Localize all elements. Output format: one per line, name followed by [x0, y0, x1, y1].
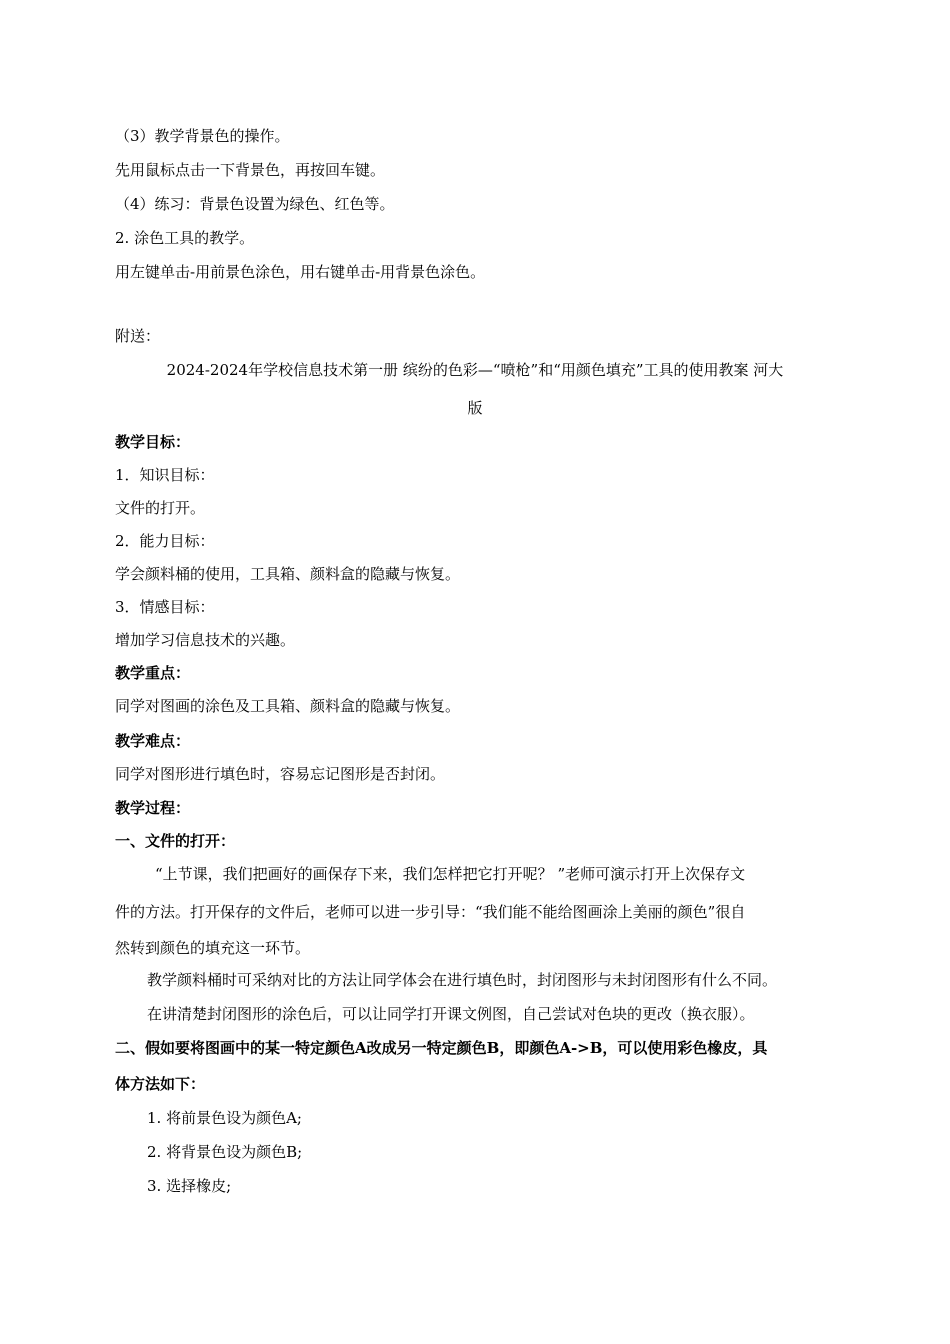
section-heading: 教学难点： [115, 732, 191, 750]
appendix-label: 附送： [115, 327, 161, 345]
paragraph-line: 件的方法。打开保存的文件后，老师可以进一步引导：“我们能不能给图画涂上美丽的颜色”很自 [115, 903, 746, 921]
text-line: 用左键单击-用前景色涂色，用右键单击-用背景色涂色。 [115, 263, 486, 281]
text-line: （3）教学背景色的操作。 [115, 127, 290, 145]
text-line: 2．能力目标： [115, 532, 215, 550]
list-item: 3. 选择橡皮; [147, 1177, 232, 1195]
subsection-heading-cont: 体方法如下： [115, 1075, 206, 1093]
text-line: 同学对图画的涂色及工具箱、颜料盒的隐藏与恢复。 [115, 697, 461, 715]
paragraph-line: “上节课，我们把画好的画保存下来，我们怎样把它打开呢？ ”老师可演示打开上次保存文 [155, 865, 746, 883]
doc-title-cont: 版 [467, 399, 483, 417]
text-line: 3．情感目标： [115, 598, 215, 616]
text-line: 2. 涂色工具的教学。 [115, 229, 255, 247]
text-line: 先用鼠标点击一下背景色，再按回车键。 [115, 161, 386, 179]
subsection-heading: 二、假如要将图画中的某一特定颜色A改成另一特定颜色B，即颜色A->B，可以使用彩色橡皮，具 [115, 1039, 768, 1057]
text-line: （4）练习：背景色设置为绿色、红色等。 [115, 195, 395, 213]
list-item: 2. 将背景色设为颜色B; [147, 1143, 303, 1161]
text-line: 增加学习信息技术的兴趣。 [115, 631, 296, 649]
section-heading: 教学过程： [115, 799, 191, 817]
text-line: 文件的打开。 [115, 499, 206, 517]
doc-title: 2024-2024年学校信息技术第一册 缤纷的色彩—“喷枪”和“用颜色填充”工具的使用教案 河大 [166, 361, 784, 379]
section-heading: 教学目标： [115, 433, 191, 451]
subsection-heading: 一、文件的打开： [115, 832, 236, 850]
section-heading: 教学重点： [115, 664, 191, 682]
paragraph-line: 然转到颜色的填充这一环节。 [115, 939, 311, 957]
text-line: 同学对图形进行填色时，容易忘记图形是否封闭。 [115, 765, 446, 783]
text-line: 学会颜料桶的使用，工具箱、颜料盒的隐藏与恢复。 [115, 565, 461, 583]
paragraph-line: 教学颜料桶时可采纳对比的方法让同学体会在进行填色时，封闭图形与未封闭图形有什么不同。 [147, 971, 778, 989]
paragraph-line: 在讲清楚封闭图形的涂色后，可以让同学打开课文例图，自己尝试对色块的更改（换衣服）。 [147, 1005, 755, 1023]
text-line: 1．知识目标： [115, 466, 215, 484]
list-item: 1. 将前景色设为颜色A; [147, 1109, 302, 1127]
